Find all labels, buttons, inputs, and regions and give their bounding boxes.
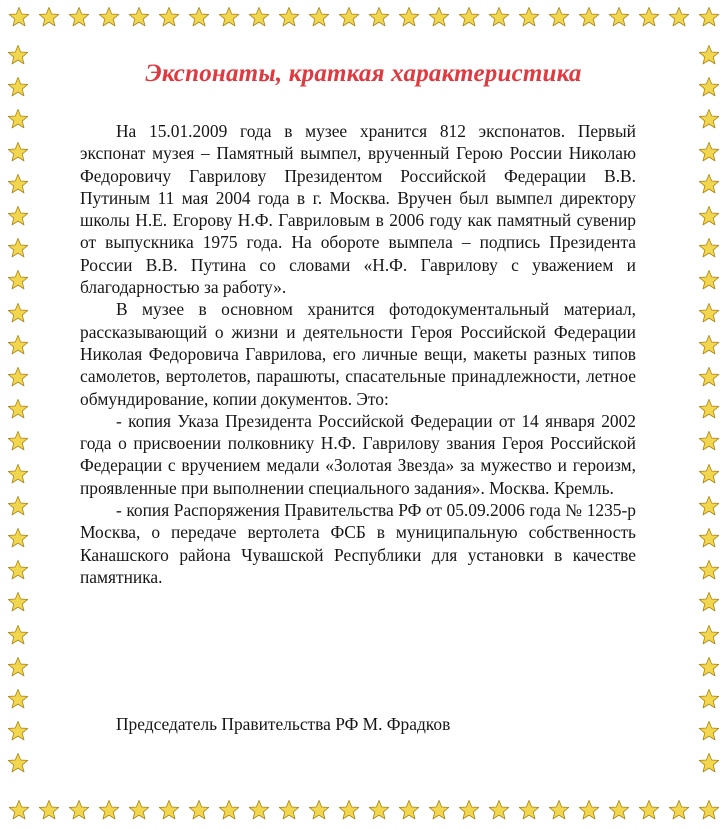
star-icon [698,559,720,581]
star-icon [7,237,29,259]
star-icon [7,205,29,227]
star-icon [7,366,29,388]
paragraph-order-copy: - копия Распоряжения Правительства РФ от 05.09.2006 года № 1235-р Москва, о передаче вертолета ФСБ в муниципальную собственность Канашского района Чувашской Республики для установки в качестве памятника. [80,500,636,587]
star-icon [368,6,390,28]
star-icon [278,6,300,28]
star-icon [698,527,720,549]
star-icon [698,366,720,388]
star-icon [128,799,150,821]
star-icon [608,6,630,28]
star-icon [698,799,720,821]
star-icon [428,799,450,821]
star-icon [638,6,660,28]
star-icon [7,463,29,485]
star-icon [308,6,330,28]
star-icon [488,799,510,821]
star-icon [698,108,720,130]
star-icon [698,495,720,517]
star-icon [248,799,270,821]
paragraph-exhibits-count: На 15.01.2009 года в музее хранится 812 экспонатов. Первый экспонат музея – Памятный вымпел, врученный Герою России Николаю Федоровичу Гаврилову Президентом Российской Федерации В.В. Путиным 11 мая 2004 года в г. Москва. Вручен был вымпел директору школы Н.Е. Егорову Н.Ф. Гавриловым в 2006 году как памятный сувенир от выпускника 1975 года. На обороте вымпела – подпись Президента России В.В. Путина со словами «Н.Ф. Гаврилову с уважением и благодарностью за работу». [80,121,636,298]
star-icon [698,688,720,710]
star-icon [698,720,720,742]
document-title: Экспонаты, краткая характеристика [145,60,582,87]
star-icon [7,559,29,581]
star-icon [668,799,690,821]
star-icon [98,6,120,28]
paragraph-decree-copy: - копия Указа Президента Российской Федерации от 14 января 2002 года о присвоении полковнику Н.Ф. Гаврилову звания Героя Российской Федерации с вручением медали «Золотая Звезда» за мужество и героизм, проявленные при выполнении специального задания». Москва. Кремль. [80,410,636,498]
star-icon [698,398,720,420]
star-icon [8,6,30,28]
star-icon [158,6,180,28]
star-icon [698,269,720,291]
star-icon [7,752,29,774]
star-icon [188,799,210,821]
star-icon [68,799,90,821]
star-icon [428,6,450,28]
star-icon [7,495,29,517]
star-icon [8,799,30,821]
star-icon [698,141,720,163]
star-icon [608,799,630,821]
star-icon [7,624,29,646]
star-icon [7,688,29,710]
star-icon [698,624,720,646]
star-icon [488,6,510,28]
star-icon [518,6,540,28]
star-icon [188,6,210,28]
star-icon [698,752,720,774]
star-icon [38,6,60,28]
star-icon [218,6,240,28]
star-icon [128,6,150,28]
star-icon [548,799,570,821]
star-icon [7,302,29,324]
star-icon [578,799,600,821]
star-icon [38,799,60,821]
star-icon [698,430,720,452]
star-icon [7,656,29,678]
star-icon [518,799,540,821]
star-icon [278,799,300,821]
star-icon [578,6,600,28]
star-icon [7,108,29,130]
star-icon [98,799,120,821]
star-icon [7,334,29,356]
star-icon [7,141,29,163]
star-icon [7,173,29,195]
signature-line: Председатель Правительства РФ М. Фрадков [116,714,451,734]
star-icon [338,6,360,28]
star-icon [458,6,480,28]
star-icon [338,799,360,821]
star-icon [668,6,690,28]
star-icon [7,720,29,742]
star-icon [398,799,420,821]
star-icon [698,591,720,613]
star-icon [368,799,390,821]
star-icon [698,656,720,678]
star-icon [158,799,180,821]
star-icon [638,799,660,821]
star-icon [698,463,720,485]
star-icon [398,6,420,28]
star-icon [248,6,270,28]
star-icon [458,799,480,821]
star-icon [7,591,29,613]
star-icon [698,205,720,227]
star-icon [548,6,570,28]
star-icon [68,6,90,28]
star-icon [698,334,720,356]
star-icon [218,799,240,821]
star-icon [698,6,720,28]
star-icon [698,302,720,324]
star-icon [7,269,29,291]
star-icon [7,430,29,452]
star-icon [698,237,720,259]
paragraph-museum-contents: В музее в основном хранится фотодокументальный материал, рассказывающий о жизни и деятельности Героя Российской Федерации Николая Федоровича Гаврилова, его личные вещи, макеты разных типов самолетов, вертолетов, парашюты, спасательные принадлежности, летное обмундирование, копии документов. Это: [80,299,636,409]
star-icon [698,173,720,195]
star-icon [7,398,29,420]
star-icon [7,527,29,549]
document-body [80,120,636,588]
star-icon [308,799,330,821]
